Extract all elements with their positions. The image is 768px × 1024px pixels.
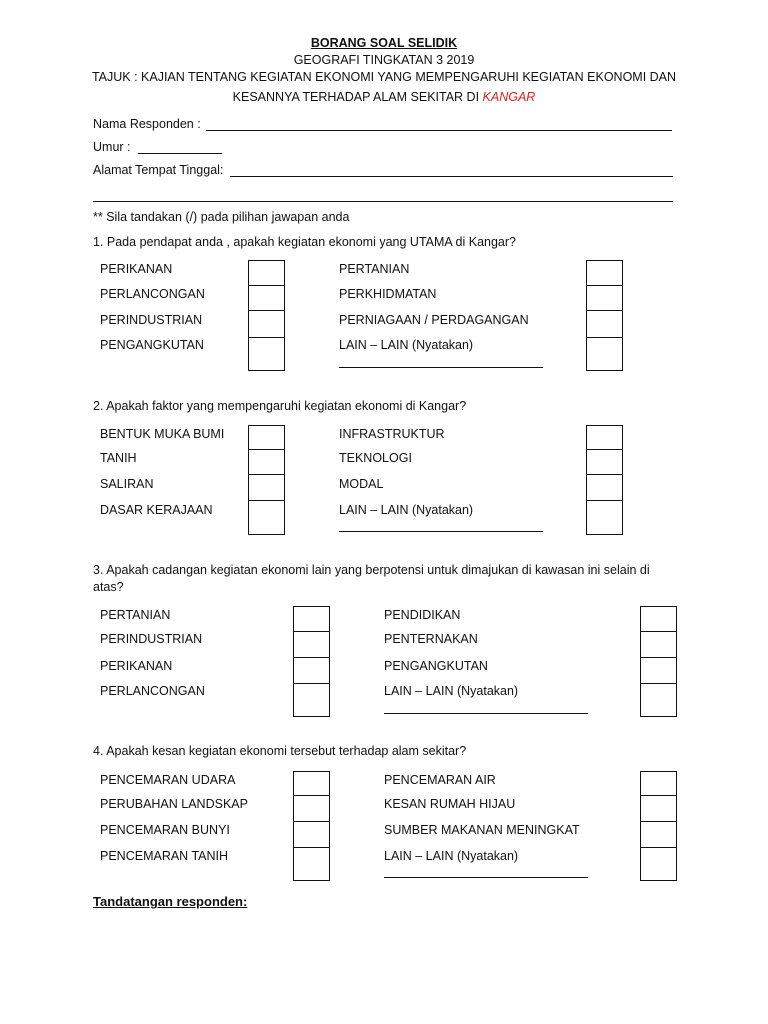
topic-line-2-prefix: KESANNYA TERHADAP ALAM SEKITAR DI <box>232 90 483 104</box>
question-1 <box>93 235 516 249</box>
q3-checkbox-right-1[interactable] <box>640 606 677 632</box>
q2-option-left-2: TANIH <box>100 451 137 465</box>
q1-option-right-4: LAIN – LAIN (Nyatakan) <box>339 338 474 352</box>
topic-line-1: TAJUK : KAJIAN TENTANG KEGIATAN EKONOMI YANG MEMPENGARUHI KEGIATAN EKONOMI DAN <box>91 70 677 84</box>
q3-checkbox-right-3[interactable] <box>640 657 677 684</box>
q4-checkbox-right-1[interactable] <box>640 771 677 796</box>
q1-other-field[interactable] <box>339 367 543 368</box>
q2-checkbox-left-3[interactable] <box>248 474 285 501</box>
topic-place: KANGAR <box>482 90 536 104</box>
q2-option-left-1: BENTUK MUKA BUMI <box>100 427 225 441</box>
question-1-emphasis: UTAMA <box>409 235 453 249</box>
q2-checkbox-right-1[interactable] <box>586 425 623 450</box>
q3-option-right-2: PENTERNAKAN <box>384 632 478 646</box>
instruction: ** Sila tandakan (/) pada pilihan jawapan anda <box>93 210 350 224</box>
q3-checkbox-left-4[interactable] <box>293 683 330 717</box>
name-label: Nama Responden : <box>93 117 201 131</box>
q1-checkbox-right-2[interactable] <box>586 285 623 311</box>
q2-option-right-3: MODAL <box>339 477 384 491</box>
q4-checkbox-right-3[interactable] <box>640 821 677 848</box>
q3-checkbox-right-4[interactable] <box>640 683 677 717</box>
age-label: Umur : <box>93 140 131 154</box>
q2-other-field[interactable] <box>339 531 543 532</box>
question-1-prefix: 1. Pada pendapat anda , apakah kegiatan ekonomi yang <box>93 235 410 249</box>
q4-checkbox-left-4[interactable] <box>293 847 330 881</box>
form-subtitle: GEOGRAFI TINGKATAN 3 2019 <box>293 53 475 67</box>
q4-checkbox-left-1[interactable] <box>293 771 330 796</box>
topic-line-2 <box>0 90 768 104</box>
q2-option-right-2: TEKNOLOGI <box>339 451 412 465</box>
q3-option-left-1: PERTANIAN <box>100 608 171 622</box>
q4-other-field[interactable] <box>384 877 588 878</box>
q1-checkbox-right-4[interactable] <box>586 337 623 371</box>
q1-checkbox-left-1[interactable] <box>248 260 285 286</box>
q4-option-right-1: PENCEMARAN AIR <box>384 773 496 787</box>
q1-option-right-3: PERNIAGAAN / PERDAGANGAN <box>339 313 529 327</box>
q1-option-right-1: PERTANIAN <box>339 262 410 276</box>
address-field-line-2[interactable] <box>93 201 673 202</box>
q1-checkbox-left-3[interactable] <box>248 310 285 338</box>
question-1-suffix: di Kangar? <box>452 235 516 249</box>
q1-checkbox-right-3[interactable] <box>586 310 623 338</box>
q3-option-right-4: LAIN – LAIN (Nyatakan) <box>384 684 519 698</box>
q4-checkbox-left-2[interactable] <box>293 795 330 822</box>
q3-option-right-1: PENDIDIKAN <box>384 608 461 622</box>
q4-option-right-2: KESAN RUMAH HIJAU <box>384 797 516 811</box>
form-title: BORANG SOAL SELIDIK <box>310 36 458 50</box>
q3-checkbox-left-3[interactable] <box>293 657 330 684</box>
q1-option-left-3: PERINDUSTRIAN <box>100 313 203 327</box>
name-field[interactable] <box>206 130 672 131</box>
q3-option-right-3: PENGANGKUTAN <box>384 659 488 673</box>
q1-option-left-4: PENGANGKUTAN <box>100 338 204 352</box>
q3-checkbox-left-1[interactable] <box>293 606 330 632</box>
question-3-line-1: 3. Apakah cadangan kegiatan ekonomi lain yang berpotensi untuk dimajukan di kawasan ini selain di <box>93 563 650 577</box>
q1-checkbox-left-4[interactable] <box>248 337 285 371</box>
q2-checkbox-right-2[interactable] <box>586 449 623 475</box>
q2-checkbox-left-1[interactable] <box>248 425 285 450</box>
q2-checkbox-right-3[interactable] <box>586 474 623 501</box>
q1-checkbox-left-2[interactable] <box>248 285 285 311</box>
q3-other-field[interactable] <box>384 713 588 714</box>
q1-option-right-2: PERKHIDMATAN <box>339 287 437 301</box>
q4-option-left-1: PENCEMARAN UDARA <box>100 773 236 787</box>
q3-option-left-2: PERINDUSTRIAN <box>100 632 203 646</box>
q2-checkbox-left-2[interactable] <box>248 449 285 475</box>
address-label: Alamat Tempat Tinggal: <box>93 163 224 177</box>
q2-option-left-3: SALIRAN <box>100 477 154 491</box>
q2-checkbox-right-4[interactable] <box>586 500 623 535</box>
question-4: 4. Apakah kesan kegiatan ekonomi tersebut terhadap alam sekitar? <box>93 744 467 758</box>
age-field[interactable] <box>138 153 222 154</box>
question-2: 2. Apakah faktor yang mempengaruhi kegiatan ekonomi di Kangar? <box>93 399 467 413</box>
address-field[interactable] <box>230 176 673 177</box>
q1-checkbox-right-1[interactable] <box>586 260 623 286</box>
q4-checkbox-right-4[interactable] <box>640 847 677 881</box>
q3-checkbox-right-2[interactable] <box>640 631 677 658</box>
q2-option-left-4: DASAR KERAJAAN <box>100 503 213 517</box>
q2-option-right-1: INFRASTRUKTUR <box>339 427 445 441</box>
q1-option-left-2: PERLANCONGAN <box>100 287 205 301</box>
q4-option-left-3: PENCEMARAN BUNYI <box>100 823 230 837</box>
q4-checkbox-left-3[interactable] <box>293 821 330 848</box>
q2-option-right-4: LAIN – LAIN (Nyatakan) <box>339 503 474 517</box>
question-3-line-2: atas? <box>93 580 124 594</box>
q4-option-right-4: LAIN – LAIN (Nyatakan) <box>384 849 519 863</box>
q4-option-left-4: PENCEMARAN TANIH <box>100 849 229 863</box>
q2-checkbox-left-4[interactable] <box>248 500 285 535</box>
q4-option-left-2: PERUBAHAN LANDSKAP <box>100 797 248 811</box>
q3-checkbox-left-2[interactable] <box>293 631 330 658</box>
q4-option-right-3: SUMBER MAKANAN MENINGKAT <box>384 823 580 837</box>
q1-option-left-1: PERIKANAN <box>100 262 173 276</box>
q3-option-left-3: PERIKANAN <box>100 659 173 673</box>
signature-label: Tandatangan responden: <box>93 894 248 909</box>
q3-option-left-4: PERLANCONGAN <box>100 684 205 698</box>
q4-checkbox-right-2[interactable] <box>640 795 677 822</box>
